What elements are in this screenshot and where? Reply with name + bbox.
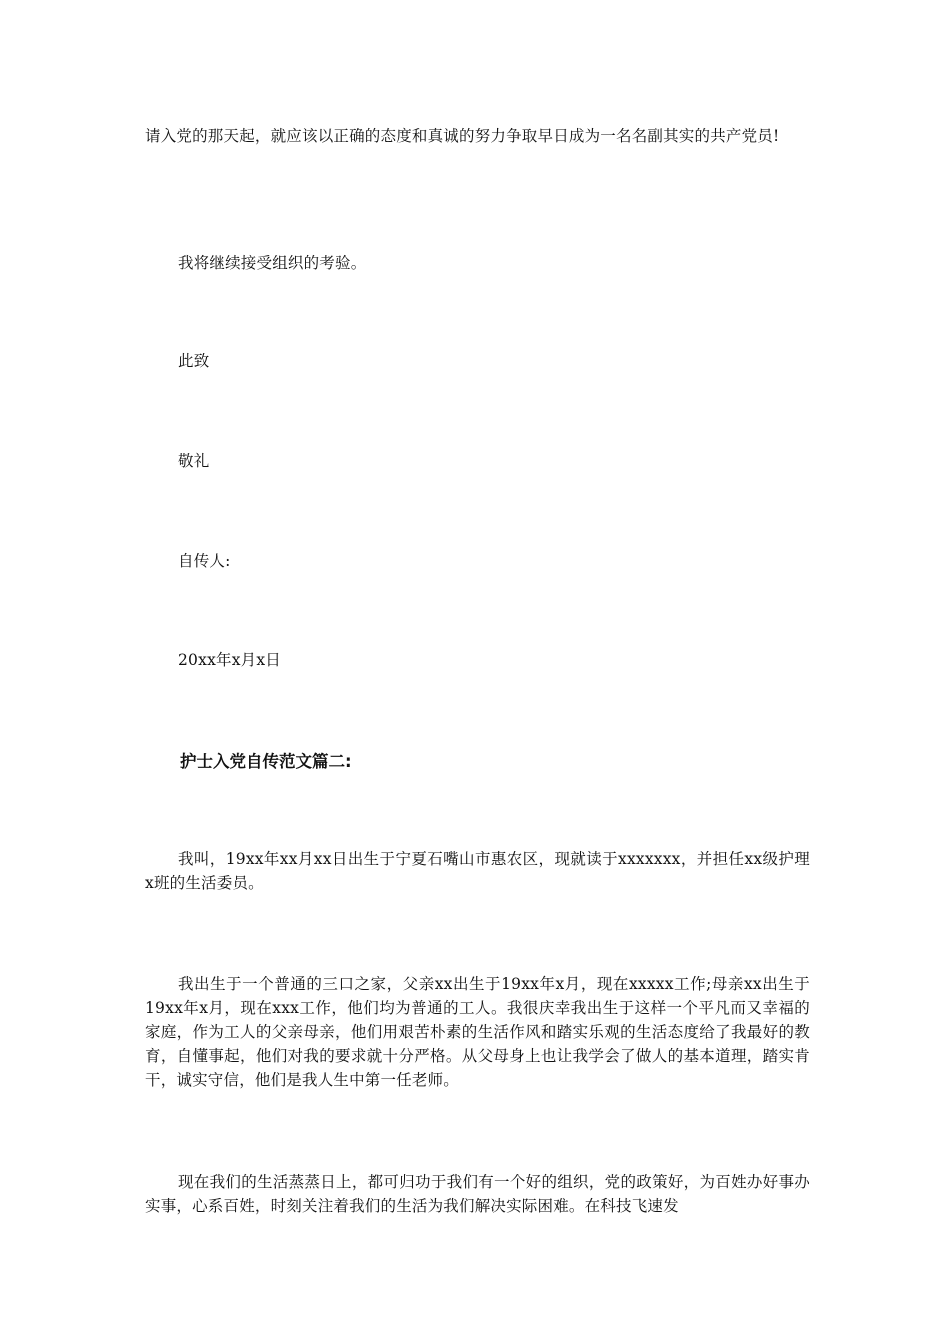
paragraph-1: 我叫，19xx年xx月xx日出生于宁夏石嘴山市惠农区，现就读于xxxxxxx，并担任xx级护理x班的生活委员。 (145, 850, 810, 892)
line-continue-test: 我将继续接受组织的考验。 (178, 254, 367, 272)
line-date: 20xx年x月x日 (178, 651, 281, 669)
paragraph-intro: 请入党的那天起，就应该以正确的态度和真诚的努力争取早日成为一名名副其实的共产党员! (145, 127, 780, 145)
line-cizhi: 此致 (178, 352, 210, 370)
line-author: 自传人: (178, 552, 231, 570)
section-heading: 护士入党自传范文篇二: (180, 752, 352, 771)
line-jingli: 敬礼 (178, 452, 210, 470)
paragraph-3: 现在我们的生活蒸蒸日上，都可归功于我们有一个好的组织，党的政策好，为百姓办好事办实事，心系百姓，时刻关注着我们的生活为我们解决实际困难。在科技飞速发 (145, 1173, 810, 1215)
paragraph-2: 我出生于一个普通的三口之家，父亲xx出生于19xx年x月，现在xxxxx工作;母亲xx出生于19xx年x月，现在xxx工作，他们均为普通的工人。我很庆幸我出生于这样一个平凡而又幸福的家庭，作为工人的父亲母亲，他们用艰苦朴素的生活作风和踏实乐观的生活态度给了我最好的教育，自懂事起，他们对我的要求就十分严格。从父母身上也让我学会了做人的基本道理，踏实肯干，诚实守信，他们是我人生中第一任老师。 (145, 975, 810, 1089)
